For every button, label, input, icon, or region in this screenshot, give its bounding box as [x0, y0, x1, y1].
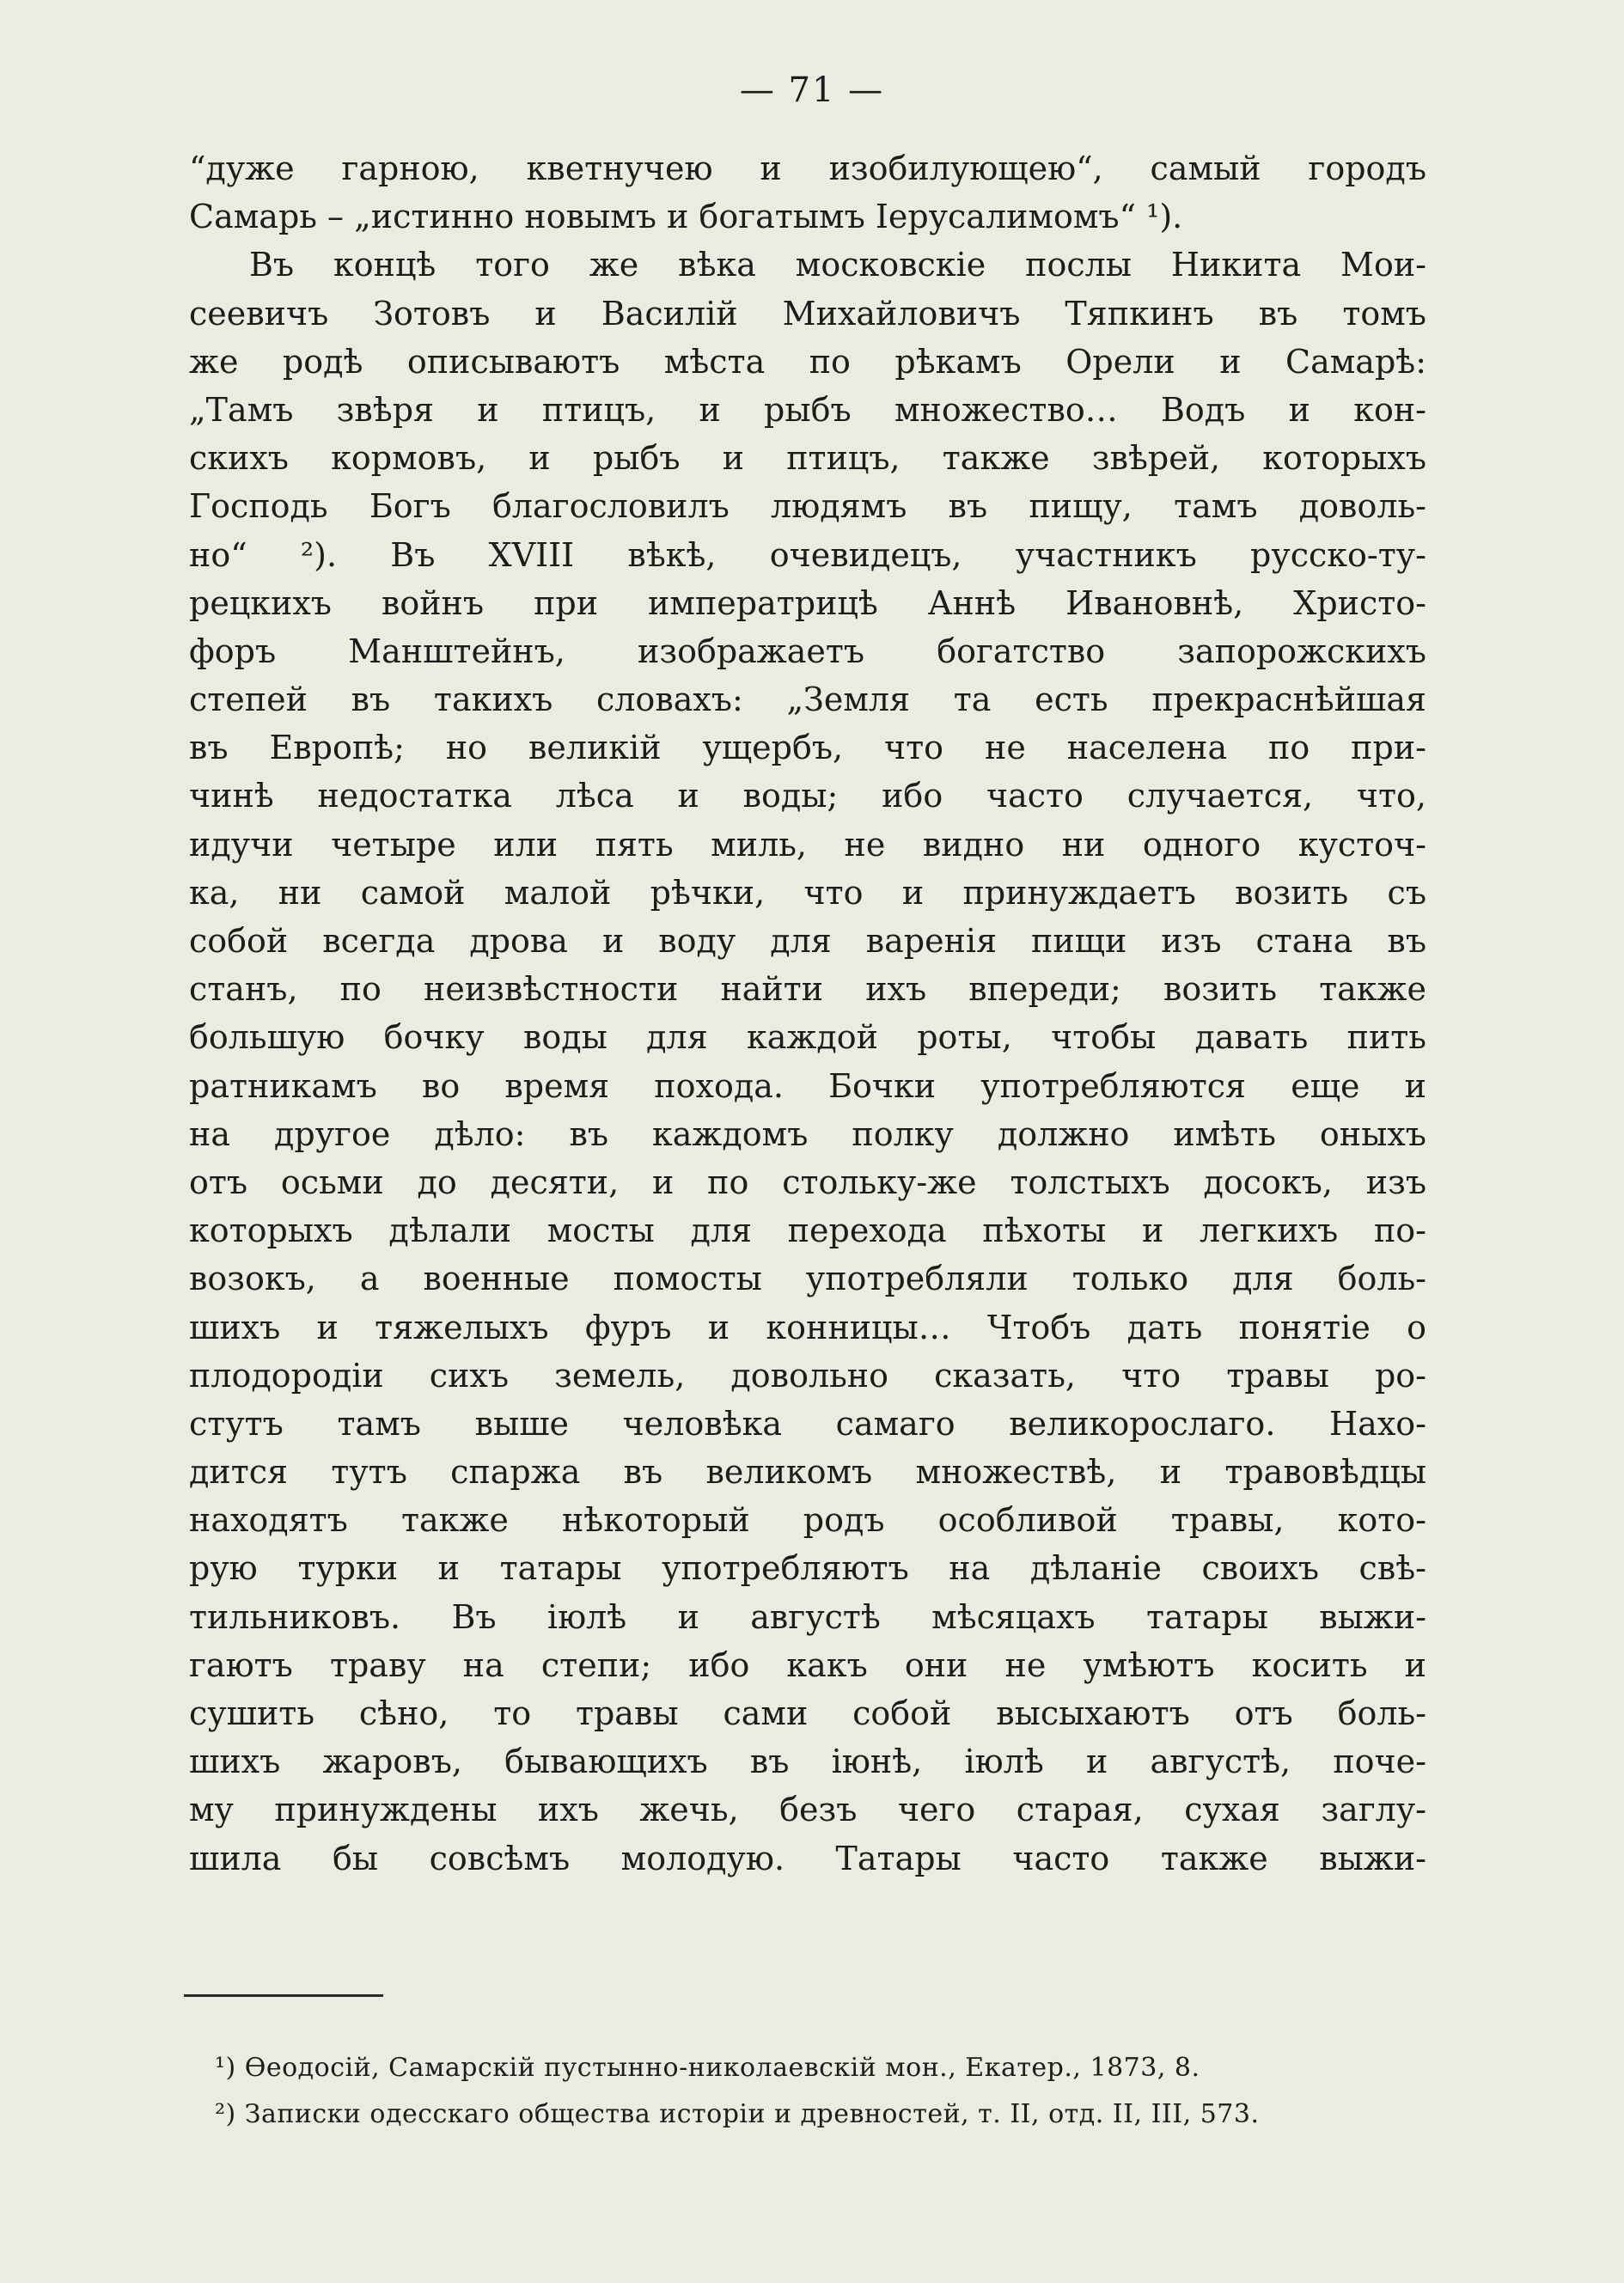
- text-line: форъ Манштейнъ, изображаетъ богатство запорожскихъ: [189, 632, 1426, 670]
- text-line: Господь Богъ благословилъ людямъ въ пищу, тамъ доволь-: [189, 487, 1426, 526]
- text-line: же родѣ описываютъ мѣста по рѣкамъ Орели и Самарѣ:: [189, 342, 1426, 381]
- footnotes: [215, 2045, 1435, 2138]
- text-line: шихъ и тяжелыхъ фуръ и конницы… Чтобъ дать понятіе о: [189, 1308, 1426, 1346]
- text-line: ратникамъ во время похода. Бочки употребляются еще и: [189, 1066, 1426, 1105]
- text-line: гаютъ траву на степи; ибо какъ они не умѣютъ косить и: [189, 1645, 1426, 1684]
- text-line: собой всегда дрова и воду для варенія пищи изъ стана въ: [189, 922, 1426, 960]
- text-line: чинѣ недостатка лѣса и воды; ибо часто случается, что,: [189, 777, 1426, 815]
- page-number: — 71 —: [739, 70, 885, 110]
- text-line: на другое дѣло: въ каждомъ полку должно имѣть оныхъ: [189, 1114, 1426, 1153]
- text-line: рую турки и татары употребляютъ на дѣланіе своихъ свѣ-: [189, 1549, 1426, 1588]
- footnote-1: ¹) Ѳеодосій, Самарскій пустынно-николаевскій мон., Екатер., 1873, 8.: [215, 2053, 1200, 2083]
- text-line: плодородіи сихъ земель, довольно сказать, что травы ро-: [189, 1356, 1426, 1395]
- text-line: шихъ жаровъ, бывающихъ въ іюнѣ, іюлѣ и августѣ, поче-: [189, 1743, 1426, 1781]
- text-line: Въ концѣ того же вѣка московскіе послы Никита Мои-: [249, 246, 1426, 284]
- text-line: находятъ также нѣкоторый родъ особливой травы, кото-: [189, 1501, 1426, 1540]
- text-line: рецкихъ войнъ при императрицѣ Аннѣ Ивановнѣ, Христо-: [189, 583, 1426, 622]
- text-line: сушить сѣно, то травы сами собой высыхаютъ отъ боль-: [189, 1694, 1426, 1732]
- text-line: возокъ, а военные помосты употребляли только для боль-: [189, 1260, 1426, 1298]
- text-line: идучи четыре или пять миль, не видно ни одного кусточ-: [189, 825, 1426, 864]
- text-line: тильниковъ. Въ іюлѣ и августѣ мѣсяцахъ татары выжи-: [189, 1597, 1426, 1636]
- text-line: въ Европѣ; но великій ущербъ, что не населена по при-: [189, 729, 1426, 767]
- text-line: которыхъ дѣлали мосты для перехода пѣхоты и легкихъ по-: [189, 1212, 1426, 1250]
- text-line: ка, ни самой малой рѣчки, что и принуждаетъ возить съ: [189, 873, 1426, 912]
- text-line: большую бочку воды для каждой роты, чтобы давать пить: [189, 1018, 1426, 1057]
- text-line: но“ ²). Въ XVIII вѣкѣ, очевидецъ, участникъ русско-ту-: [189, 535, 1426, 574]
- text-line: дится тутъ спаржа въ великомъ множествѣ, и травовѣдцы: [189, 1453, 1426, 1492]
- text-line: станъ, по неизвѣстности найти ихъ впереди; возить также: [189, 970, 1426, 1009]
- text-line: стутъ тамъ выше человѣка самаго великорослаго. Нахо-: [189, 1404, 1426, 1443]
- text-line: “дуже гарною, кветнучею и изобилующею“, самый городъ: [189, 150, 1426, 187]
- footnote-2: ²) Записки одесскаго общества исторіи и древностей, т. II, отд. II, III, 573.: [215, 2099, 1260, 2129]
- footnote-divider: [184, 1994, 383, 1997]
- text-line: отъ осьми до десяти, и по стольку-же толстыхъ досокъ, изъ: [189, 1163, 1426, 1201]
- text-line: сеевичъ Зотовъ и Василій Михайловичъ Тяпкинъ въ томъ: [189, 294, 1426, 333]
- body-text: [189, 144, 1426, 1883]
- text-line: „Тамъ звѣря и птицъ, и рыбъ множество… Водъ и кон-: [189, 390, 1426, 429]
- text-line: шила бы совсѣмъ молодую. Татары часто также выжи-: [189, 1839, 1426, 1877]
- text-line: скихъ кормовъ, и рыбъ и птицъ, также звѣрей, которыхъ: [189, 439, 1426, 478]
- text-line: му принуждены ихъ жечь, безъ чего старая, сухая заглу-: [189, 1791, 1426, 1829]
- text-line: степей въ такихъ словахъ: „Земля та есть прекраснѣйшая: [189, 681, 1426, 719]
- text-line: Самарь – „истинно новымъ и богатымъ Іерусалимомъ“ ¹).: [189, 198, 1183, 236]
